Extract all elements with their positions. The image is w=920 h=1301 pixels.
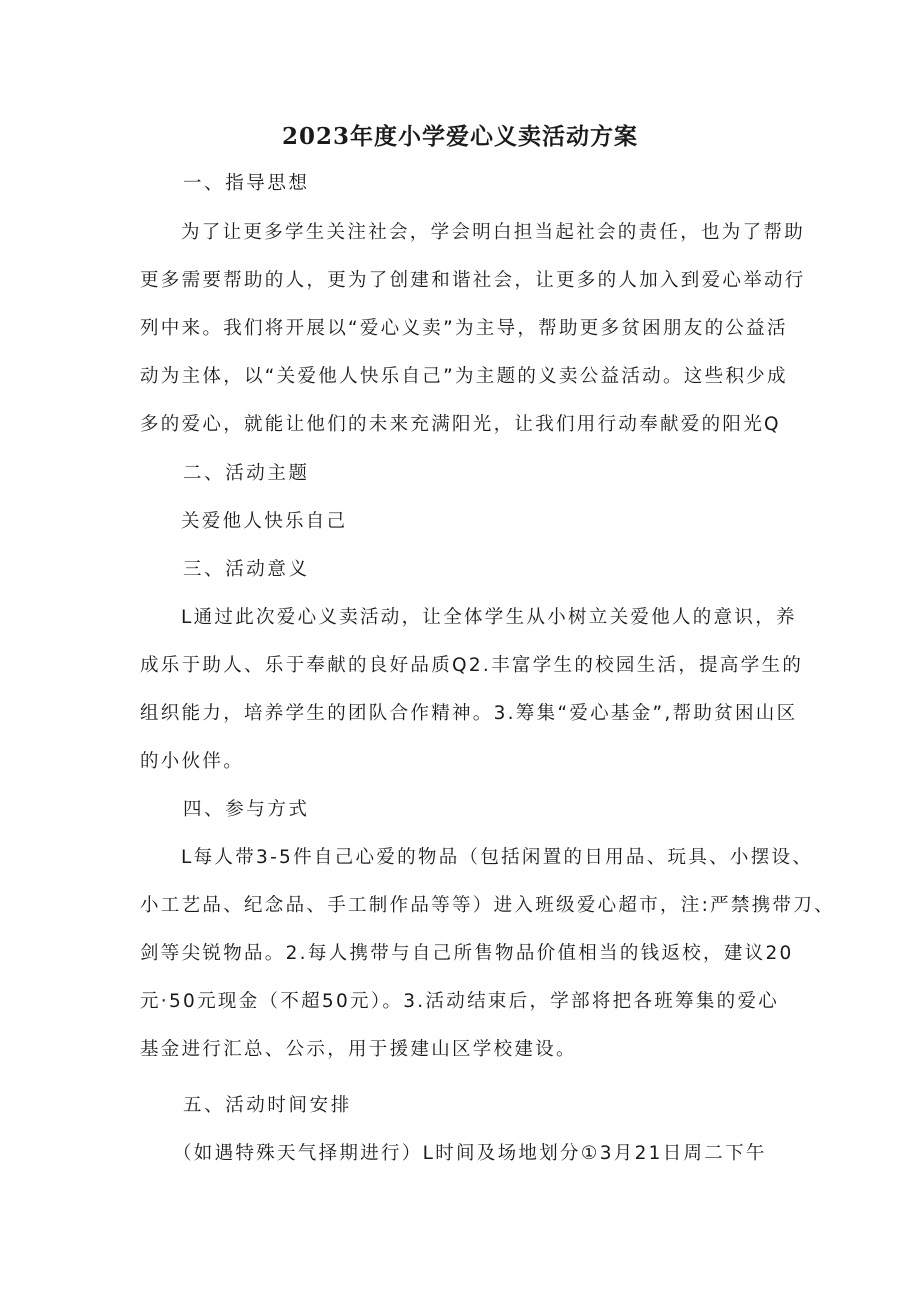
paragraph-line: 多的爱心，就能让他们的未来充满阳光，让我们用行动奉献爱的阳光Q [140, 414, 781, 435]
section-heading-activity-significance: 三、活动意义 [183, 559, 310, 580]
paragraph-line: 的小伙伴。 [140, 751, 245, 772]
paragraph-line: 组织能力，培养学生的团队合作精神。3.筹集“爱心基金”,帮助贫困山区 [140, 703, 798, 724]
paragraph-line: 剑等尖锐物品。2.每人携带与自己所售物品价值相当的钱返校，建议20 [140, 943, 794, 964]
paragraph-line: 动为主体，以“关爱他人快乐自己”为主题的义卖公益活动。这些积少成 [140, 366, 788, 387]
section-heading-guiding-ideology: 一、指导思想 [183, 173, 310, 194]
paragraph-line: 为了让更多学生关注社会，学会明白担当起社会的责任，也为了帮助 [181, 222, 806, 243]
document-title: 2023年度小学爱心义卖活动方案 [281, 123, 638, 150]
paragraph-line: 关爱他人快乐自己 [181, 511, 348, 532]
paragraph-line: 基金进行汇总、公示，用于援建山区学校建设。 [140, 1039, 577, 1060]
section-heading-schedule: 五、活动时间安排 [183, 1095, 352, 1116]
paragraph-line: 列中来。我们将开展以“爱心义卖”为主导，帮助更多贫困朋友的公益活 [140, 318, 788, 339]
paragraph-line: L每人带3-5件自己心爱的物品（包括闲置的日用品、玩具、小摆设、 [181, 847, 814, 868]
paragraph-line: 元·50元现金（不超50元）。3.活动结束后，学部将把各班筹集的爱心 [140, 991, 780, 1012]
section-heading-activity-theme: 二、活动主题 [183, 463, 310, 484]
paragraph-line: L通过此次爱心义卖活动，让全体学生从小树立关爱他人的意识，养 [181, 607, 797, 628]
section-heading-participation: 四、参与方式 [183, 799, 310, 820]
paragraph-line: （如遇特殊天气择期进行）L时间及场地划分①3月21日周二下午 [173, 1143, 767, 1164]
paragraph-line: 成乐于助人、乐于奉献的良好品质Q2.丰富学生的校园生活，提高学生的 [140, 655, 804, 676]
paragraph-line: 更多需要帮助的人，更为了创建和谐社会，让更多的人加入到爱心举动行 [140, 270, 806, 291]
paragraph-line: 小工艺品、纪念品、手工制作品等等）进入班级爱心超市，注:严禁携带刀、 [140, 895, 835, 916]
